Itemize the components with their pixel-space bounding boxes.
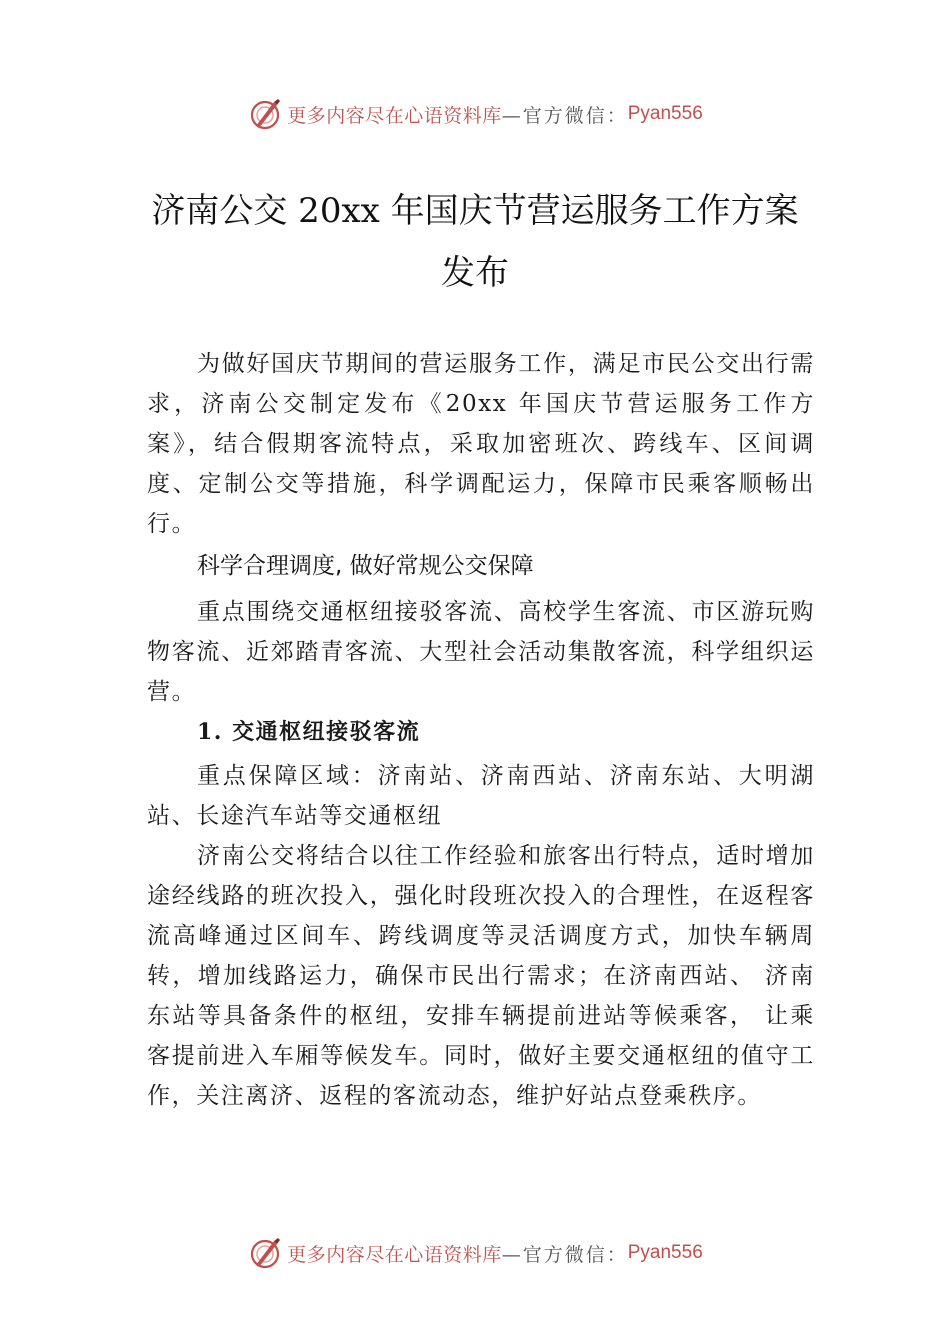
pen-logo-icon — [247, 1235, 283, 1271]
banner-library-text: 更多内容尽在心语资料库 — [287, 1243, 502, 1266]
hub-measures-paragraph: 济南公交将结合以往工作经验和旅客出行特点，适时增加途经线路的班次投入，强化时段班次投入的合理性，在返程客流高峰通过区间车、跨线调度等灵活调度方式，加快车辆周转，增加线路运力，确保市民出行需求；在济南西站、 济南东站等具备条件的枢纽，安排车辆提前进站等候乘客， 让乘客提前进入车厢等候发车。同时，做好主要交通枢纽的值守工作，关注离济、返程的客流动态，维护好站点登乘秩序。 — [147, 843, 815, 1109]
header-banner — [0, 94, 950, 134]
banner-wechat-id: Pyan556 — [627, 1242, 703, 1263]
intro-paragraph: 为做好国庆节期间的营运服务工作，满足市民公交出行需求，济南公交制定发布《20xx 年国庆节营运服务工作方案》，结合假期客流特点，采取加密班次、跨线车、区间调度、定制公交等措施，科学调配运力，保障市民乘客顺畅出行。 — [147, 351, 815, 537]
banner-library-text: 更多内容尽在心语资料库 — [287, 104, 502, 127]
footer-banner — [0, 1233, 950, 1273]
subsection-heading-hub: 1. 交通枢纽接驳客流 — [197, 719, 421, 745]
banner-wechat-label: —官方微信： — [501, 1243, 628, 1266]
banner-wechat-id: Pyan556 — [627, 103, 703, 124]
title-line-2: 发布 — [441, 253, 509, 293]
pen-logo-icon — [247, 96, 283, 132]
section-heading-scheduling: 科学合理调度, 做好常规公交保障 — [197, 553, 534, 579]
document-body — [147, 344, 815, 1116]
key-area-paragraph: 重点保障区域：济南站、济南西站、济南东站、大明湖站、长途汽车站等交通枢纽 — [147, 763, 815, 829]
section-body-paragraph: 重点围绕交通枢纽接驳客流、高校学生客流、市区游玩购物客流、近郊踏青客流、大型社会活动集散客流，科学组织运营。 — [147, 599, 815, 705]
document-title — [120, 180, 830, 304]
banner-wechat-label: —官方微信： — [501, 104, 628, 127]
title-line-1: 济南公交 20xx 年国庆节营运服务工作方案 — [151, 191, 799, 231]
